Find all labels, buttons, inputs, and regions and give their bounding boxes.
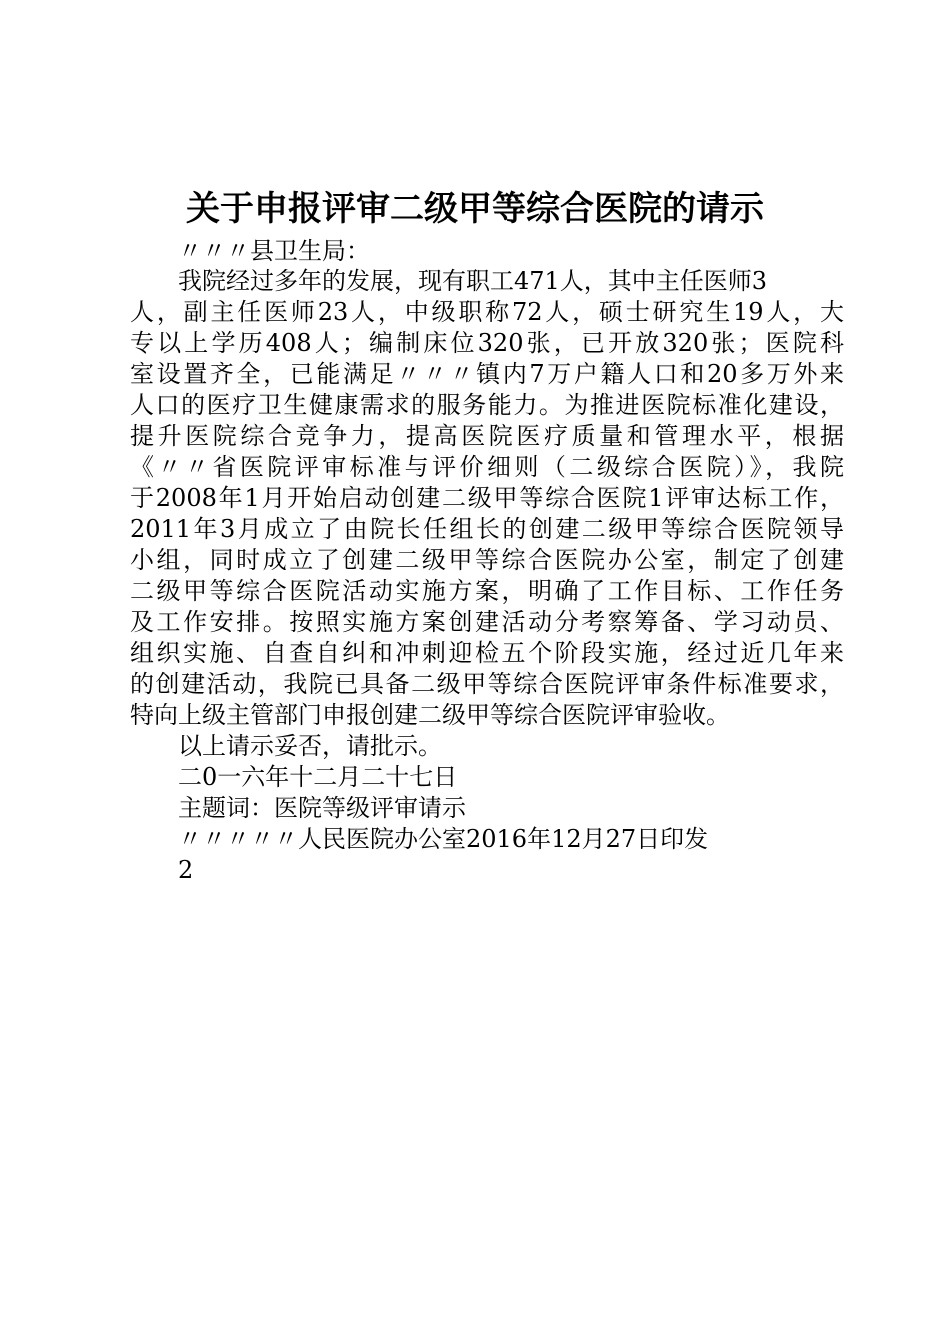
body-line-12: 及工作安排。按照实施方案创建活动分考察筹备、学习动员、 [130, 608, 844, 636]
body-line-10: 小组，同时成立了创建二级甲等综合医院办公室，制定了创建 [130, 546, 844, 574]
body-line-14: 的创建活动，我院已具备二级甲等综合医院评审条件标准要求， [130, 670, 844, 698]
body-line-15: 特向上级主管部门申报创建二级甲等综合医院评审验收。 [130, 701, 730, 729]
closing-remark: 以上请示妥否，请批示。 [178, 732, 442, 760]
body-line-9: 2011年3月成立了由院长任组长的创建二级甲等综合医院领导 [130, 515, 844, 543]
document-date: 二0一六年十二月二十七日 [178, 763, 458, 791]
subject-words: 主题词：医院等级评审请示 [178, 794, 466, 822]
body-line-3: 专以上学历408人；编制床位320张，已开放320张；医院科 [130, 329, 844, 357]
body-line-4: 室设置齐全，已能满足〃〃〃镇内7万户籍人口和20多万外来 [130, 360, 844, 388]
salutation: 〃〃〃县卫生局： [178, 237, 370, 265]
body-line-2: 人，副主任医师23人，中级职称72人，硕士研究生19人，大 [130, 298, 844, 326]
document-title: 关于申报评审二级甲等综合医院的请示 [186, 189, 764, 229]
body-line-13: 组织实施、自查自纠和冲刺迎检五个阶段实施，经过近几年来 [130, 639, 844, 667]
body-line-1: 我院经过多年的发展，现有职工471人，其中主任医师3 [178, 267, 768, 295]
body-line-11: 二级甲等综合医院活动实施方案，明确了工作目标、工作任务 [130, 577, 844, 605]
page-number: 2 [178, 856, 194, 884]
body-line-8: 于2008年1月开始启动创建二级甲等综合医院1评审达标工作， [130, 484, 844, 512]
body-line-5: 人口的医疗卫生健康需求的服务能力。为推进医院标准化建设， [130, 391, 844, 419]
issuer-line: 〃〃〃〃〃人民医院办公室2016年12月27日印发 [178, 825, 709, 853]
body-line-7: 《〃〃省医院评审标准与评价细则（二级综合医院）》，我院 [130, 453, 844, 481]
body-line-6: 提升医院综合竞争力，提高医院医疗质量和管理水平，根据 [130, 422, 844, 450]
